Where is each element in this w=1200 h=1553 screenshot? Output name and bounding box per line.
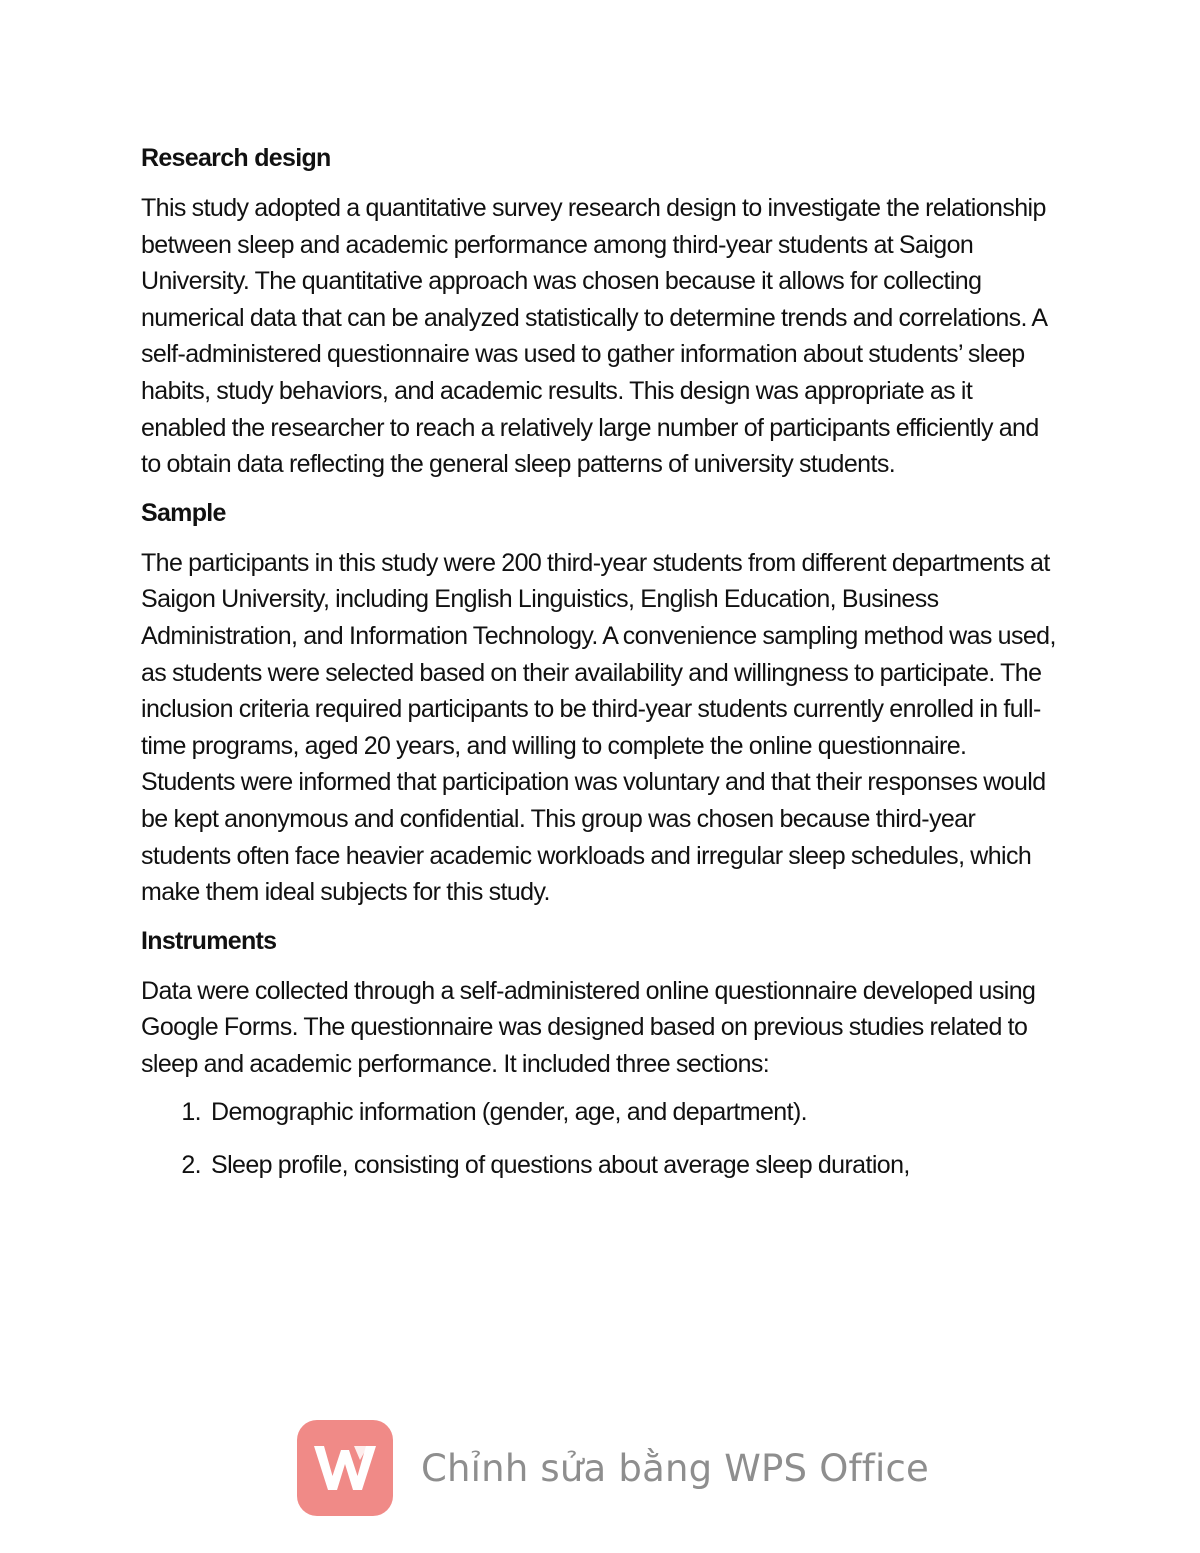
list-item-number: 1. bbox=[181, 1098, 201, 1127]
wps-office-logo-icon bbox=[297, 1420, 393, 1516]
list-item-text: Sleep profile, consisting of questions about average sleep duration, bbox=[211, 1151, 910, 1180]
paragraph-instruments: Data were collected through a self-administered online questionnaire developed using Google Forms. The questionnaire was designed based on previous studies related to sleep and academic performance. It included three sections: bbox=[141, 976, 1036, 1078]
document-page bbox=[141, 138, 1061, 1200]
heading-instruments: Instruments bbox=[141, 926, 277, 955]
watermark-text: Chỉnh sửa bằng WPS Office bbox=[421, 1446, 929, 1490]
list-item bbox=[141, 1094, 1061, 1131]
paragraph-sample: The participants in this study were 200 third-year students from different departments at Saigon University, including English Linguistics, English Education, Business Administration, and Information Technology. A convenience sampling method was used, as students were selected based on their availability and willingness to participate. The inclusion criteria required participants to be third-year students currently enrolled in full-time programs, aged 20 years, and willing to complete the online questionnaire. Students were informed that participation was voluntary and that their responses would be kept anonymous and confidential. This group was chosen because third-year students often face heavier academic workloads and irregular sleep schedules, which make them ideal subjects for this study. bbox=[141, 548, 1056, 907]
instrument-sections-list bbox=[141, 1094, 1061, 1183]
heading-sample: Sample bbox=[141, 498, 226, 527]
wps-watermark[interactable] bbox=[297, 1420, 929, 1516]
list-item-number: 2. bbox=[181, 1151, 201, 1180]
paragraph-research-design: This study adopted a quantitative survey research design to investigate the relationship between sleep and academic performance among third-year students at Saigon University. The quantitative approach was chosen because it allows for collecting numerical data that can be analyzed statistically to determine trends and correlations. A self-administered questionnaire was used to gather information about students’ sleep habits, study behaviors, and academic results. This design was appropriate as it enabled the researcher to reach a relatively large number of participants efficiently and to obtain data reflecting the general sleep patterns of university students. bbox=[141, 194, 1047, 479]
list-item-text: Demographic information (gender, age, and department). bbox=[211, 1098, 808, 1127]
heading-research-design: Research design bbox=[141, 144, 331, 172]
list-item bbox=[141, 1147, 1061, 1184]
